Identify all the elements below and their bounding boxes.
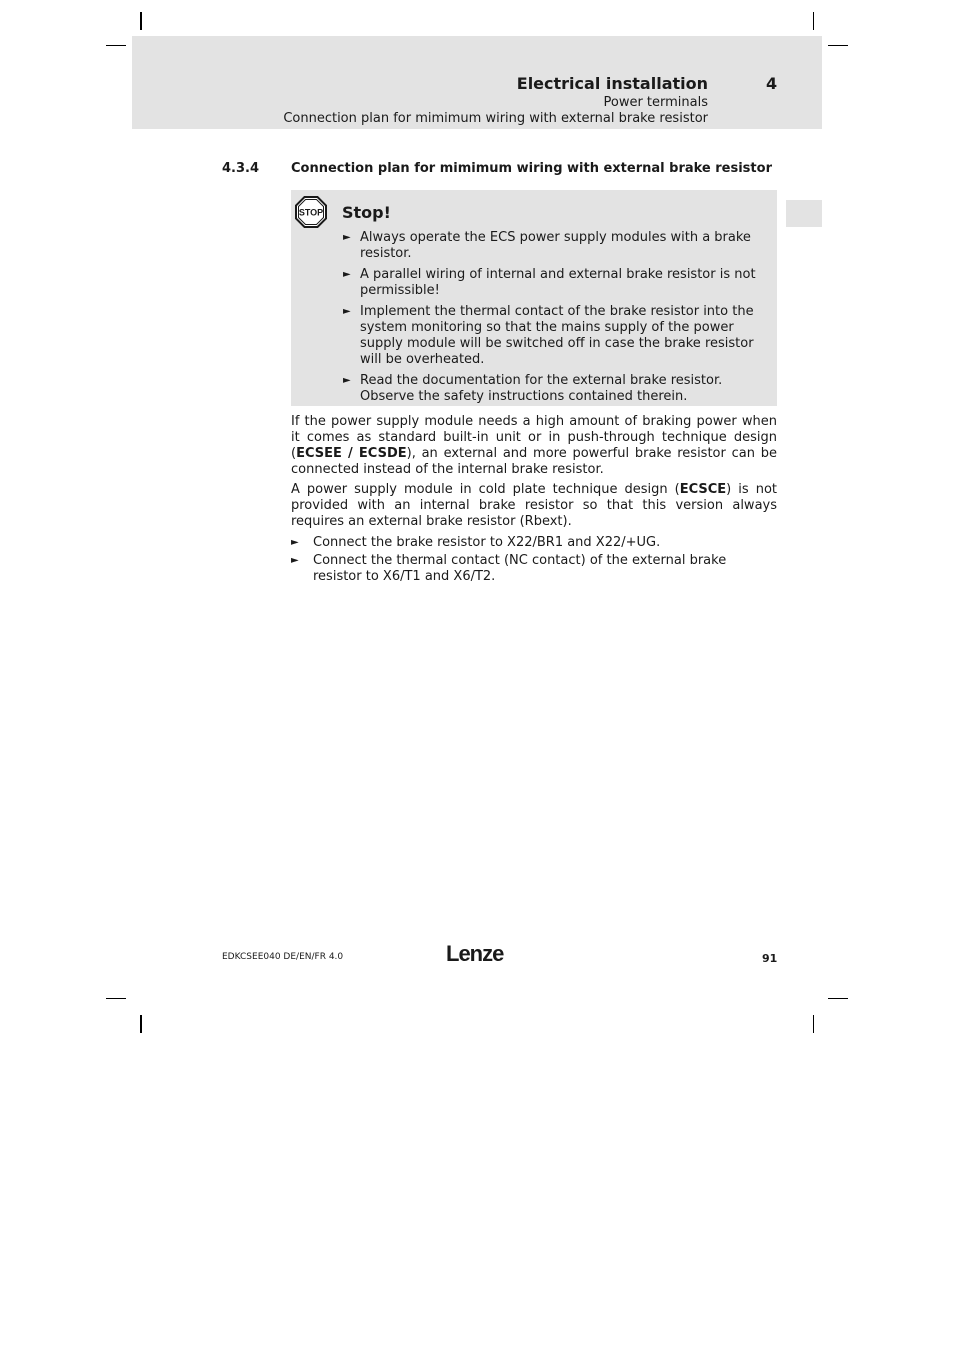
stop-notice-item-text: Read the documentation for the external brake resistor. Observe the safety instructions contained therein. — [360, 373, 723, 404]
crop-mark-top-left-h — [106, 45, 126, 46]
crop-mark-top-right-h — [828, 45, 848, 46]
stop-notice-item — [343, 230, 765, 262]
stop-notice-item-text: Always operate the ECS power supply modules with a brake resistor. — [360, 230, 751, 261]
stop-notice — [291, 190, 777, 406]
model-designation: ECSCE — [679, 482, 727, 497]
crop-mark-top-left-v — [140, 12, 142, 30]
stop-notice-item — [343, 304, 765, 368]
instruction-list — [291, 535, 777, 587]
stop-notice-item — [343, 267, 765, 299]
stop-notice-item-text: A parallel wiring of internal and external brake resistor is not permissible! — [360, 267, 756, 298]
body-paragraph-1 — [291, 414, 777, 478]
instruction-text: Connect the thermal contact (NC contact) of the external brake resistor to X6/T1 and X6/T2. — [313, 553, 727, 584]
section-title: Connection plan for mimimum wiring with external brake resistor — [291, 161, 772, 176]
paragraph-text: If the power supply module needs a high amount of braking power when it comes as standard built-in unit or in push-through technique design ( — [291, 414, 777, 461]
paragraph-text: A power supply module in cold plate technique design ( — [291, 482, 680, 497]
chapter-number: 4 — [766, 74, 778, 93]
header-subtitle-2: Connection plan for mimimum wiring with external brake resistor — [283, 111, 708, 126]
footer-document-id: EDKCSEE040 DE/EN/FR 4.0 — [222, 952, 344, 962]
bullet-arrow-icon: ► — [343, 306, 351, 317]
model-designation: ECSEE / ECSDE — [296, 446, 407, 461]
section-number: 4.3.4 — [222, 161, 260, 176]
bullet-arrow-icon: ► — [291, 555, 299, 566]
body-paragraph-2 — [291, 482, 777, 530]
stop-heading: Stop! — [342, 203, 391, 222]
crop-mark-bottom-left-v — [140, 1015, 142, 1033]
bullet-arrow-icon: ► — [343, 269, 351, 280]
chapter-title: Electrical installation — [516, 74, 708, 93]
bullet-arrow-icon: ► — [291, 537, 299, 548]
lenze-logo: Lenze — [446, 941, 504, 966]
chapter-tab-marker — [786, 200, 822, 227]
stop-sign-text: STOP — [298, 207, 324, 218]
header-subtitle-1: Power terminals — [603, 95, 708, 110]
crop-mark-top-right-v — [813, 12, 814, 30]
page-number: 91 — [762, 952, 778, 965]
stop-notice-item-text: Implement the thermal contact of the brake resistor into the system monitoring so that the mains supply of the power supply module will be switched off in case the brake resistor will be overheated. — [360, 304, 754, 367]
crop-mark-bottom-left-h — [106, 998, 126, 999]
bullet-arrow-icon: ► — [343, 375, 351, 386]
paragraph-text: ), an external and more powerful brake resistor can be connected instead of the internal brake resistor. — [291, 446, 777, 477]
instruction-item — [291, 535, 777, 551]
instruction-item — [291, 553, 777, 585]
crop-mark-bottom-right-h — [828, 998, 848, 999]
crop-mark-bottom-right-v — [813, 1015, 814, 1033]
stop-notice-list — [343, 230, 765, 410]
stop-sign-icon — [295, 196, 327, 228]
stop-notice-item — [343, 373, 765, 405]
paragraph-text: ) is not provided with an internal brake resistor so that this version always requires an external brake resistor (Rbext). — [291, 482, 777, 529]
bullet-arrow-icon: ► — [343, 232, 351, 243]
instruction-text: Connect the brake resistor to X22/BR1 and X22/+UG. — [313, 535, 661, 550]
